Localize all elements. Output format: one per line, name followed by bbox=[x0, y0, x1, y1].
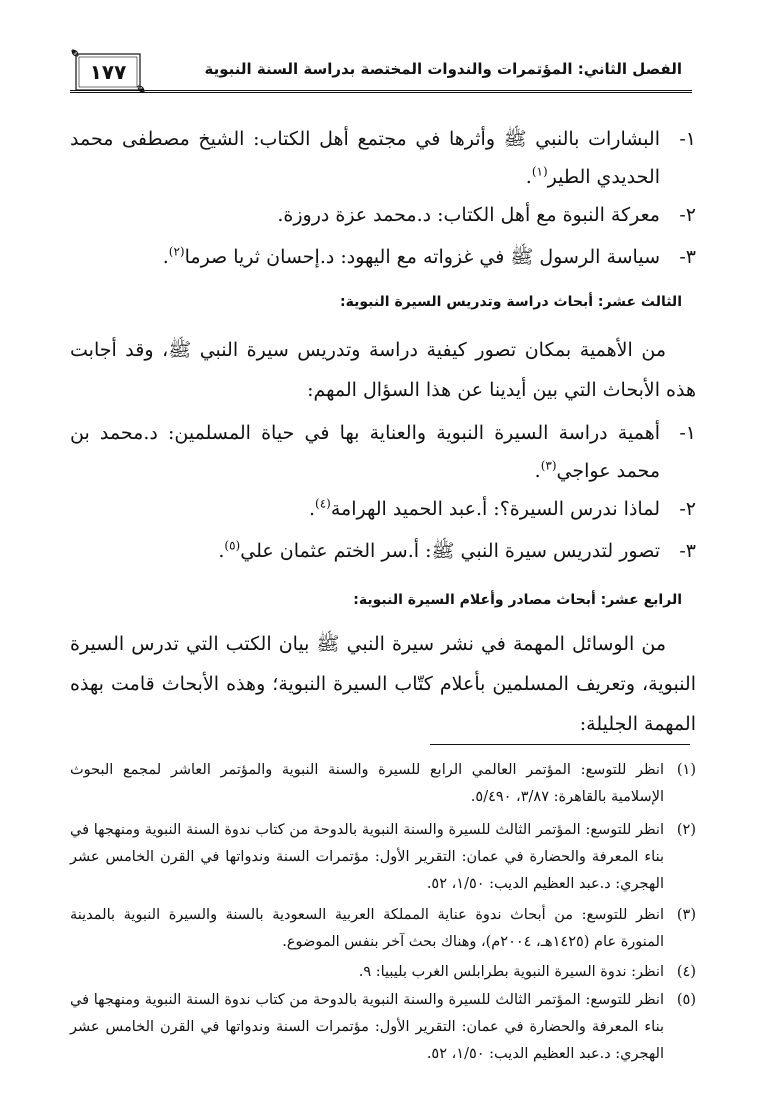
item-text: معركة النبوة مع أهل الكتاب: د.محمد عزة دروزة. bbox=[277, 204, 660, 226]
footnote-number: (٢) bbox=[676, 822, 696, 838]
footnote-number: (٥) bbox=[676, 992, 696, 1008]
item-number: ٣- bbox=[679, 540, 696, 562]
item-text: أهمية دراسة السيرة النبوية والعناية بها في حياة المسلمين: د.محمد بن محمد عواجي bbox=[70, 422, 660, 482]
footnote-text: انظر للتوسع: المؤتمر الثالث للسيرة والسنة النبوية بالدوحة من كتاب ندوة السنة النبوية ومنهجها في بناء المعرفة والحضارة في عمان: التقرير الأول: مؤتمرات السنة وندواتها في القرن الخامس عشر الهجري: د.عبد العظيم الديب: ١/٥٠، ٥٢. bbox=[70, 992, 664, 1062]
page-number-box bbox=[70, 48, 146, 88]
running-header bbox=[70, 42, 692, 94]
list-item: ١- البشارات بالنبي ﷺ وأثرها في مجتمع أهل الكتاب: الشيخ مصطفى محمد الحديدي الطير$^{(١)}$. bbox=[70, 120, 696, 196]
list-item: ٢- لماذا ندرس السيرة؟: أ.عبد الحميد الهرامة$^{(٤)}$. bbox=[70, 490, 696, 528]
footnote-text: انظر: ندوة السيرة النبوية بطرابلس الغرب بليبيا: ٩. bbox=[358, 964, 664, 980]
item-number: ١- bbox=[679, 128, 696, 150]
footnote-ref: (٤) bbox=[315, 496, 331, 511]
footnote-number: (١) bbox=[676, 762, 696, 778]
footnote-number: (٤) bbox=[676, 964, 696, 980]
footnote bbox=[70, 902, 696, 956]
item-text: تصور لتدريس سيرة النبي ﷺ: أ.سر الختم عثمان علي bbox=[240, 540, 660, 562]
footnote-text: انظر للتوسع: المؤتمر الثالث للسيرة والسنة النبوية بالدوحة من كتاب ندوة السنة النبوية ومنهجها في بناء المعرفة والحضارة في عمان: التقرير الأول: مؤتمرات السنة وندواتها في القرن الخامس عشر الهجري: د.عبد العظيم الديب: ١/٥٠، ٥٢. bbox=[70, 822, 664, 892]
header-rule bbox=[70, 90, 692, 93]
footnote-number: (٣) bbox=[676, 907, 696, 923]
item-number: ٣- bbox=[679, 246, 696, 268]
footnote-ref: (١) bbox=[531, 164, 548, 179]
page-number: ١٧٧ bbox=[89, 60, 127, 84]
footnote-ref: (٣) bbox=[540, 458, 557, 473]
footnote bbox=[70, 959, 696, 986]
footnote bbox=[70, 987, 696, 1068]
item-text: سياسة الرسول ﷺ في غزواته مع اليهود: د.إحسان ثريا صرما bbox=[184, 246, 660, 268]
paragraph: من الوسائل المهمة في نشر سيرة النبي ﷺ بيان الكتب التي تدرس السيرة النبوية، وتعريف المسلمين بأعلام كتّاب السيرة النبوية؛ وهذه الأبحاث قامت بهذه المهمة الجليلة: bbox=[70, 633, 696, 735]
chapter-title: الفصل الثاني: المؤتمرات والندوات المختصة بدراسة السنة النبوية bbox=[204, 60, 682, 78]
item-number: ١- bbox=[679, 422, 696, 444]
footnote-text: انظر للتوسع: المؤتمر العالمي الرابع للسيرة والسنة النبوية والمؤتمر العاشر لمجمع البحوث الإسلامية بالقاهرة: ٣/٨٧، ٥/٤٩٠. bbox=[70, 762, 664, 805]
section-heading: الثالث عشر: أبحاث دراسة وتدريس السيرة النبوية: bbox=[340, 294, 682, 310]
list-item: ٣- تصور لتدريس سيرة النبي ﷺ: أ.سر الختم عثمان علي$^{(٥)}$. bbox=[70, 532, 696, 570]
paragraph: من الأهمية بمكان تصور كيفية دراسة وتدريس سيرة النبي ﷺ، وقد أجابت هذه الأبحاث التي بين أيدينا عن هذا السؤال المهم: bbox=[70, 339, 696, 401]
item-number: ٢- bbox=[679, 204, 696, 226]
footnote-ref: (٥) bbox=[224, 538, 241, 553]
footnote-ref: (٢) bbox=[168, 244, 185, 259]
footnote bbox=[70, 817, 696, 898]
list-item bbox=[70, 196, 696, 234]
list-item: ٣- سياسة الرسول ﷺ في غزواته مع اليهود: د.إحسان ثريا صرما$^{(٢)}$. bbox=[70, 238, 696, 276]
footnote-text: انظر للتوسع: من أبحاث ندوة عناية المملكة العربية السعودية بالسنة والسيرة النبوية بالمدينة المنورة عام (١٤٢٥هـ، ٢٠٠٤م)، وهناك بحث آخر بنفس الموضوع. bbox=[70, 907, 664, 950]
item-text: البشارات بالنبي ﷺ وأثرها في مجتمع أهل الكتاب: الشيخ مصطفى محمد الحديدي الطير bbox=[70, 128, 660, 188]
section-heading: الرابع عشر: أبحاث مصادر وأعلام السيرة النبوية: bbox=[353, 592, 682, 608]
item-number: ٢- bbox=[679, 498, 696, 520]
footnote-rule bbox=[430, 744, 690, 745]
item-text: لماذا ندرس السيرة؟: أ.عبد الحميد الهرامة bbox=[330, 498, 660, 520]
footnote bbox=[70, 757, 696, 811]
list-item: ١- أهمية دراسة السيرة النبوية والعناية بها في حياة المسلمين: د.محمد بن محمد عواجي$^{(٣)}$. bbox=[70, 414, 696, 490]
